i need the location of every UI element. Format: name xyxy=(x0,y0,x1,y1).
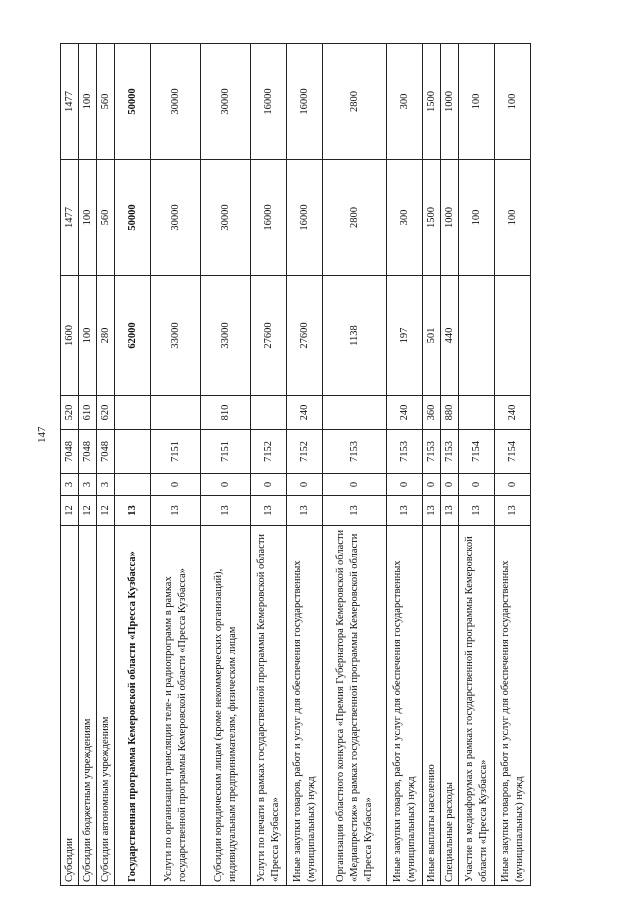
amount-col-1: 27600 xyxy=(287,276,323,396)
expense-type-code xyxy=(151,396,201,430)
subsection-code: 3 xyxy=(61,474,79,496)
subsection-code: 0 xyxy=(423,474,441,496)
amount-col-3: 16000 xyxy=(287,44,323,160)
amount-col-1: 197 xyxy=(387,276,423,396)
section-code: 13 xyxy=(459,496,495,526)
row-name: Субсидии юридическим лицам (кроме некоммерческих организаций), индивидуальным предпринимателям, физическим лицам xyxy=(201,526,251,886)
expense-type-code: 810 xyxy=(201,396,251,430)
subsection-code: 0 xyxy=(459,474,495,496)
amount-col-1: 62000 xyxy=(115,276,151,396)
target-article-code: 7154 xyxy=(459,430,495,474)
amount-col-3: 1500 xyxy=(423,44,441,160)
section-code: 13 xyxy=(495,496,531,526)
amount-col-2: 300 xyxy=(387,160,423,276)
table-row xyxy=(387,44,423,886)
expense-type-code xyxy=(323,396,387,430)
amount-col-1 xyxy=(459,276,495,396)
target-article-code: 7048 xyxy=(79,430,97,474)
amount-col-3: 100 xyxy=(495,44,531,160)
amount-col-3: 2800 xyxy=(323,44,387,160)
section-code: 12 xyxy=(79,496,97,526)
table-row xyxy=(441,44,459,886)
table-row xyxy=(151,44,201,886)
amount-col-3: 1477 xyxy=(61,44,79,160)
subsection-code: 3 xyxy=(79,474,97,496)
target-article-code: 7152 xyxy=(251,430,287,474)
expense-type-code: 240 xyxy=(287,396,323,430)
amount-col-1: 33000 xyxy=(201,276,251,396)
table-row xyxy=(251,44,287,886)
amount-col-2: 100 xyxy=(79,160,97,276)
amount-col-3: 16000 xyxy=(251,44,287,160)
target-article-code: 7151 xyxy=(201,430,251,474)
amount-col-3: 100 xyxy=(459,44,495,160)
section-code: 13 xyxy=(251,496,287,526)
section-code: 13 xyxy=(151,496,201,526)
amount-col-1: 440 xyxy=(441,276,459,396)
target-article-code: 7151 xyxy=(151,430,201,474)
section-code: 12 xyxy=(61,496,79,526)
amount-col-1: 33000 xyxy=(151,276,201,396)
amount-col-3: 560 xyxy=(97,44,115,160)
section-code: 13 xyxy=(441,496,459,526)
subsection-code: 3 xyxy=(97,474,115,496)
row-name: Государственная программа Кемеровской области «Пресса Кузбасса» xyxy=(115,526,151,886)
table-row xyxy=(287,44,323,886)
expense-type-code: 620 xyxy=(97,396,115,430)
amount-col-2: 100 xyxy=(495,160,531,276)
section-code: 13 xyxy=(201,496,251,526)
target-article-code: 7153 xyxy=(423,430,441,474)
subsection-code: 0 xyxy=(287,474,323,496)
amount-col-3: 300 xyxy=(387,44,423,160)
table-row xyxy=(201,44,251,886)
section-code: 12 xyxy=(97,496,115,526)
amount-col-1 xyxy=(495,276,531,396)
row-name: Иные выплаты населению xyxy=(423,526,441,886)
expense-type-code xyxy=(251,396,287,430)
table-row xyxy=(115,44,151,886)
table-row xyxy=(79,44,97,886)
amount-col-3: 30000 xyxy=(201,44,251,160)
row-name: Субсидии xyxy=(61,526,79,886)
subsection-code: 0 xyxy=(151,474,201,496)
expense-type-code: 360 xyxy=(423,396,441,430)
subsection-code: 0 xyxy=(323,474,387,496)
row-name: Услуги по организации трансляции теле- и радиопрограмм в рамках государственной программы Кемеровской области «Пресса Кузбасса» xyxy=(151,526,201,886)
table-row xyxy=(459,44,495,886)
amount-col-1: 1600 xyxy=(61,276,79,396)
amount-col-2: 30000 xyxy=(201,160,251,276)
target-article-code: 7153 xyxy=(441,430,459,474)
target-article-code xyxy=(115,430,151,474)
subsection-code: 0 xyxy=(201,474,251,496)
row-name: Субсидии бюджетным учреждениям xyxy=(79,526,97,886)
subsection-code: 0 xyxy=(387,474,423,496)
table-row xyxy=(323,44,387,886)
expense-type-code: 240 xyxy=(387,396,423,430)
expense-type-code: 240 xyxy=(495,396,531,430)
page-number: 147 xyxy=(36,426,48,443)
amount-col-2: 1000 xyxy=(441,160,459,276)
target-article-code: 7048 xyxy=(61,430,79,474)
expense-type-code xyxy=(459,396,495,430)
expense-type-code: 520 xyxy=(61,396,79,430)
amount-col-2: 50000 xyxy=(115,160,151,276)
amount-col-1: 501 xyxy=(423,276,441,396)
amount-col-2: 2800 xyxy=(323,160,387,276)
row-name: Организация областного конкурса «Премия Губернатора Кемеровской области «Медиапрестиж» в рамках государственной программы Кемеровской области «Пресса Кузбасса» xyxy=(323,526,387,886)
amount-col-1: 100 xyxy=(79,276,97,396)
table-body xyxy=(61,44,531,886)
amount-col-2: 30000 xyxy=(151,160,201,276)
expense-type-code: 610 xyxy=(79,396,97,430)
amount-col-2: 560 xyxy=(97,160,115,276)
amount-col-1: 1138 xyxy=(323,276,387,396)
expense-type-code xyxy=(115,396,151,430)
amount-col-2: 1500 xyxy=(423,160,441,276)
subsection-code: 0 xyxy=(251,474,287,496)
expense-type-code: 880 xyxy=(441,396,459,430)
amount-col-1: 280 xyxy=(97,276,115,396)
budget-table-container xyxy=(60,44,592,886)
row-name: Иные закупки товаров, работ и услуг для обеспечения государственных (муниципальных) нужд xyxy=(495,526,531,886)
section-code: 13 xyxy=(115,496,151,526)
table-row xyxy=(61,44,79,886)
target-article-code: 7153 xyxy=(387,430,423,474)
amount-col-2: 1477 xyxy=(61,160,79,276)
subsection-code: 0 xyxy=(441,474,459,496)
amount-col-2: 16000 xyxy=(287,160,323,276)
amount-col-3: 50000 xyxy=(115,44,151,160)
amount-col-2: 100 xyxy=(459,160,495,276)
row-name: Иные закупки товаров, работ и услуг для обеспечения государственных (муниципальных) нужд xyxy=(387,526,423,886)
section-code: 13 xyxy=(387,496,423,526)
subsection-code xyxy=(115,474,151,496)
amount-col-3: 30000 xyxy=(151,44,201,160)
section-code: 13 xyxy=(323,496,387,526)
row-name: Иные закупки товаров, работ и услуг для обеспечения государственных (муниципальных) нужд xyxy=(287,526,323,886)
amount-col-1: 27600 xyxy=(251,276,287,396)
table-row xyxy=(495,44,531,886)
row-name: Участие в медиафорумах в рамках государственной программы Кемеровской области «Пресса Кузбасса» xyxy=(459,526,495,886)
target-article-code: 7048 xyxy=(97,430,115,474)
row-name: Специальные расходы xyxy=(441,526,459,886)
target-article-code: 7153 xyxy=(323,430,387,474)
section-code: 13 xyxy=(287,496,323,526)
amount-col-3: 1000 xyxy=(441,44,459,160)
row-name: Субсидии автономным учреждениям xyxy=(97,526,115,886)
amount-col-3: 100 xyxy=(79,44,97,160)
row-name: Услуги по печати в рамках государственной программы Кемеровской области «Пресса Кузбасса» xyxy=(251,526,287,886)
table-row xyxy=(423,44,441,886)
target-article-code: 7152 xyxy=(287,430,323,474)
amount-col-2: 16000 xyxy=(251,160,287,276)
target-article-code: 7154 xyxy=(495,430,531,474)
table-row xyxy=(97,44,115,886)
subsection-code: 0 xyxy=(495,474,531,496)
section-code: 13 xyxy=(423,496,441,526)
budget-table xyxy=(60,43,531,886)
